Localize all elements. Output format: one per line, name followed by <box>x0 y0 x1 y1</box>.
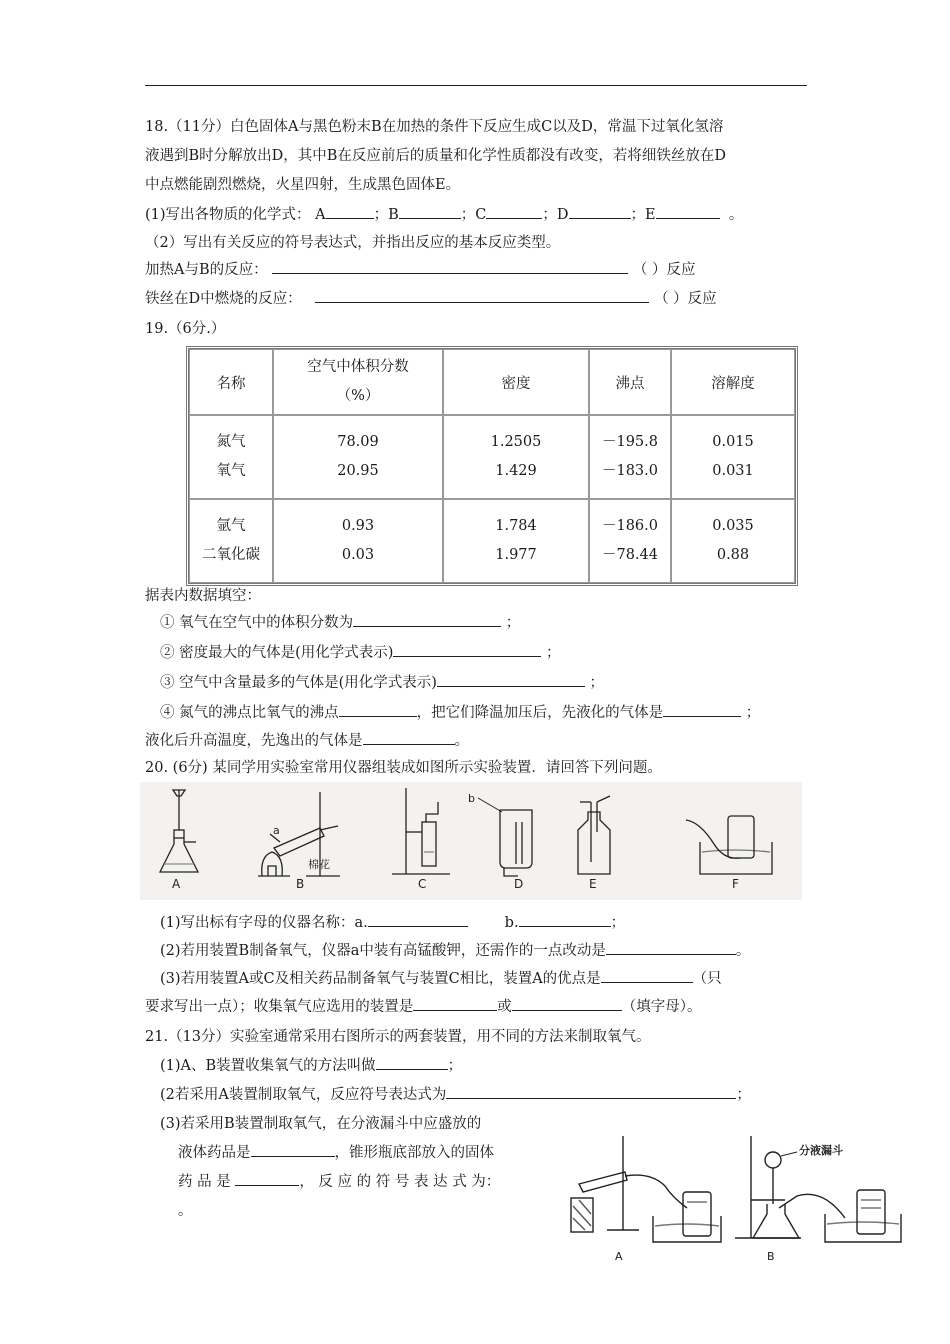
q18-iron-label: 铁丝在D中燃烧的反应： <box>145 291 302 307</box>
answer-blank-b[interactable] <box>399 204 461 219</box>
row2-density <box>443 499 589 583</box>
cell: 0.93 <box>341 518 375 534</box>
answer-blank-21-3a[interactable] <box>251 1142 335 1157</box>
q20-title: 20. (6分) 某同学用实验室常用仪器组装成如图所示实验装置．请回答下列问题。 <box>145 760 662 776</box>
cell: 1.977 <box>495 547 537 563</box>
q21-s3b-end: ，锥形瓶底部放入的固体 <box>334 1145 494 1161</box>
q20-s1-b: b. <box>504 915 519 931</box>
q19-item2 <box>160 642 561 664</box>
q21-apparatus-figure <box>555 1122 925 1270</box>
q21-s3c-end: ， 反 应 的 符 号 表 达 式 为： <box>299 1174 501 1190</box>
q20-s2 <box>160 940 750 962</box>
table-header-row <box>189 349 795 415</box>
q20-s1-text: (1)写出标有字母的仪器名称：a. <box>160 915 368 931</box>
answer-blank-19-2[interactable] <box>393 642 541 657</box>
row1-density <box>443 415 589 499</box>
q21-fig-label-b: B <box>767 1250 775 1263</box>
q21-s3: (3)若采用B装置制取氧气，在分液漏斗中应盛放的 <box>160 1116 482 1132</box>
q21-s1-text: (1)A、B装置收集氧气的方法叫做 <box>160 1058 376 1074</box>
q21-s1-end: ； <box>447 1058 463 1074</box>
fig-label-e: E <box>589 877 597 891</box>
q18-sub1-b: ；B <box>373 207 399 223</box>
cell-o2: 氧气 <box>216 463 246 479</box>
cell: 0.03 <box>341 547 375 563</box>
label-funnel: 分液漏斗 <box>799 1144 843 1157</box>
q18-sub1-prefix: (1)写出各物质的化学式： A <box>145 207 326 223</box>
q21-title: 21.（13分）实验室通常采用右图所示的两套装置，用不同的方法来制取氧气。 <box>145 1029 651 1045</box>
answer-blank-19-4a[interactable] <box>339 702 417 717</box>
q20-s3-end: （只 <box>692 971 722 987</box>
row2-boil <box>589 499 671 583</box>
cell: 1.429 <box>495 463 537 479</box>
cell: －183.0 <box>601 463 658 479</box>
cell: 0.031 <box>712 463 754 479</box>
fig-label-f: F <box>732 877 739 891</box>
q21-s2-end: ； <box>736 1087 751 1103</box>
row2-solubility <box>671 499 795 583</box>
q19-item3-text: ③ 空气中含量最多的气体是(用化学式表示) <box>160 675 437 691</box>
answer-blank-20-2[interactable] <box>606 940 736 955</box>
q18-iron <box>145 288 717 310</box>
answer-blank-c[interactable] <box>486 204 542 219</box>
cell-ar: 氩气 <box>216 518 246 534</box>
table-row <box>189 415 795 499</box>
q21-s1 <box>160 1055 462 1077</box>
answer-blank-20-a[interactable] <box>368 912 468 927</box>
q20-s1-end: ； <box>610 915 626 931</box>
answer-blank-19-4b[interactable] <box>663 702 741 717</box>
q19-item3-end: ； <box>589 675 605 691</box>
q20-s3b-text: 要求写出一点）；收集氧气应选用的装置是 <box>145 999 414 1015</box>
q19-item5 <box>145 730 469 752</box>
q18-sub1 <box>145 204 743 226</box>
header-boil: 沸点 <box>589 349 671 415</box>
row1-boil <box>589 415 671 499</box>
header-density: 密度 <box>443 349 589 415</box>
cell: －78.44 <box>601 547 658 563</box>
q20-apparatus-figure <box>140 782 802 900</box>
answer-blank-19-3[interactable] <box>437 672 585 687</box>
q19-item1-text: ① 氧气在空气中的体积分数为 <box>160 615 354 631</box>
q21-fig-label-a: A <box>615 1250 623 1263</box>
answer-blank-a[interactable] <box>326 204 374 219</box>
q19-item4-text: ④ 氮气的沸点比氧气的沸点 <box>160 705 339 721</box>
q19-title: 19.（6分.） <box>145 321 226 337</box>
table-row <box>189 499 795 583</box>
row1-solubility <box>671 415 795 499</box>
header-name: 名称 <box>189 349 273 415</box>
fig-label-c: C <box>418 877 427 891</box>
q18-sub2: （2）写出有关反应的符号表达式，并指出反应的基本反应类型。 <box>145 235 561 251</box>
q18-sub1-end: 。 <box>728 207 744 223</box>
answer-blank-19-5[interactable] <box>363 730 455 745</box>
q19-item5-end: 。 <box>454 733 469 749</box>
answer-blank-20-3b[interactable] <box>413 996 497 1011</box>
q21-s3c-text: 药 品 是 <box>178 1174 231 1190</box>
q18-heat-ab <box>145 259 695 281</box>
answer-blank-heat-ab[interactable] <box>272 259 628 274</box>
q21-s3b <box>178 1142 494 1164</box>
cell-co2: 二氧化碳 <box>202 547 260 563</box>
q18-heat-ab-label: 加热A与B的反应： <box>145 262 268 278</box>
q18-iron-type: （ ）反应 <box>654 291 717 307</box>
q19-item3 <box>160 672 604 694</box>
label-b: b <box>468 792 475 805</box>
q20-s2-end: 。 <box>735 943 751 959</box>
answer-blank-21-1[interactable] <box>376 1055 448 1070</box>
q19-item2-end: ； <box>546 645 561 661</box>
cell: 0.035 <box>712 518 754 534</box>
cell: －195.8 <box>601 434 658 450</box>
label-a: a <box>273 824 280 837</box>
q19-item1-end: ； <box>505 615 521 631</box>
q19-item4 <box>160 702 760 724</box>
q20-s3 <box>160 968 722 990</box>
row2-names <box>189 499 273 583</box>
q20-s3-text: (3)若用装置A或C及相关药品制备氧气与装置C相比，装置A的优点是 <box>160 971 601 987</box>
header-volume <box>273 349 443 415</box>
q21-apparatus-a <box>571 1136 721 1242</box>
q18-line2: 液遇到B时分解放出D，其中B在反应前后的质量和化学性质都没有改变，若将细铁丝放在D <box>145 148 727 164</box>
q19-item1 <box>160 612 520 634</box>
answer-blank-d[interactable] <box>569 204 631 219</box>
cell-n2: 氮气 <box>216 434 246 450</box>
label-cotton: 棉花 <box>308 858 330 871</box>
q21-s2-text: (2若采用A装置制取氧气，反应符号表达式为 <box>160 1087 447 1103</box>
row2-volume <box>273 499 443 583</box>
fig-label-a: A <box>172 877 181 891</box>
q20-s2-text: (2)若用装置B制备氧气，仪器a中装有高锰酸钾，还需作的一点改动是 <box>160 943 606 959</box>
answer-blank-19-1[interactable] <box>353 612 501 627</box>
q18-line3: 中点燃能剧烈燃烧，火星四射，生成黑色固体E。 <box>145 177 461 193</box>
cell: 78.09 <box>337 434 379 450</box>
q19-item4-mid: ，把它们降温加压后，先液化的气体是 <box>416 705 664 721</box>
fig-label-b: B <box>296 877 305 891</box>
cell: －186.0 <box>601 518 658 534</box>
answer-blank-iron[interactable] <box>315 288 649 303</box>
fig-label-d: D <box>514 877 524 891</box>
row1-names <box>189 415 273 499</box>
answer-blank-e[interactable] <box>656 204 720 219</box>
q19-item2-text: ② 密度最大的气体是(用化学式表示) <box>160 645 394 661</box>
q20-s3b <box>145 996 702 1018</box>
q18-sub1-c: ；C <box>460 207 487 223</box>
q21-s3d: 。 <box>178 1203 193 1219</box>
answer-blank-20-b[interactable] <box>519 912 611 927</box>
answer-blank-21-3b[interactable] <box>235 1171 299 1186</box>
q19-item5-text: 液化后升高温度，先逸出的气体是 <box>145 733 363 749</box>
cell: 1.2505 <box>490 434 542 450</box>
q20-s1 <box>160 912 625 934</box>
header-solubility: 溶解度 <box>671 349 795 415</box>
cell: 20.95 <box>337 463 379 479</box>
cell: 1.784 <box>495 518 537 534</box>
gas-properties-table <box>186 346 798 586</box>
answer-blank-21-2[interactable] <box>446 1084 736 1099</box>
q21-s2 <box>160 1084 751 1106</box>
answer-blank-20-3a[interactable] <box>601 968 693 983</box>
cell: 0.88 <box>716 547 750 563</box>
q21-s3b-text: 液体药品是 <box>178 1145 251 1161</box>
q19-intro: 据表内数据填空： <box>145 588 261 604</box>
q21-s3c <box>178 1171 500 1193</box>
q18-line1: 18.（11分）白色固体A与黑色粉末B在加热的条件下反应生成C以及D，常温下过氧化氢溶 <box>145 119 724 135</box>
cell: 0.015 <box>712 434 754 450</box>
q18-sub1-e: ；E <box>630 207 656 223</box>
q19-item4-end: ； <box>745 705 761 721</box>
answer-blank-20-3c[interactable] <box>512 996 622 1011</box>
header-rule <box>145 85 807 86</box>
funnel-pointer <box>781 1152 797 1156</box>
header-volume-label: 空气中体积分数 <box>307 359 409 375</box>
q20-s3b-end: （填字母）。 <box>621 999 702 1015</box>
header-volume-unit: （%） <box>336 388 380 404</box>
q18-heat-ab-type: （ ）反应 <box>632 262 696 278</box>
q20-s3b-or: 或 <box>497 999 512 1015</box>
row1-volume <box>273 415 443 499</box>
q18-sub1-d: ；D <box>542 207 569 223</box>
